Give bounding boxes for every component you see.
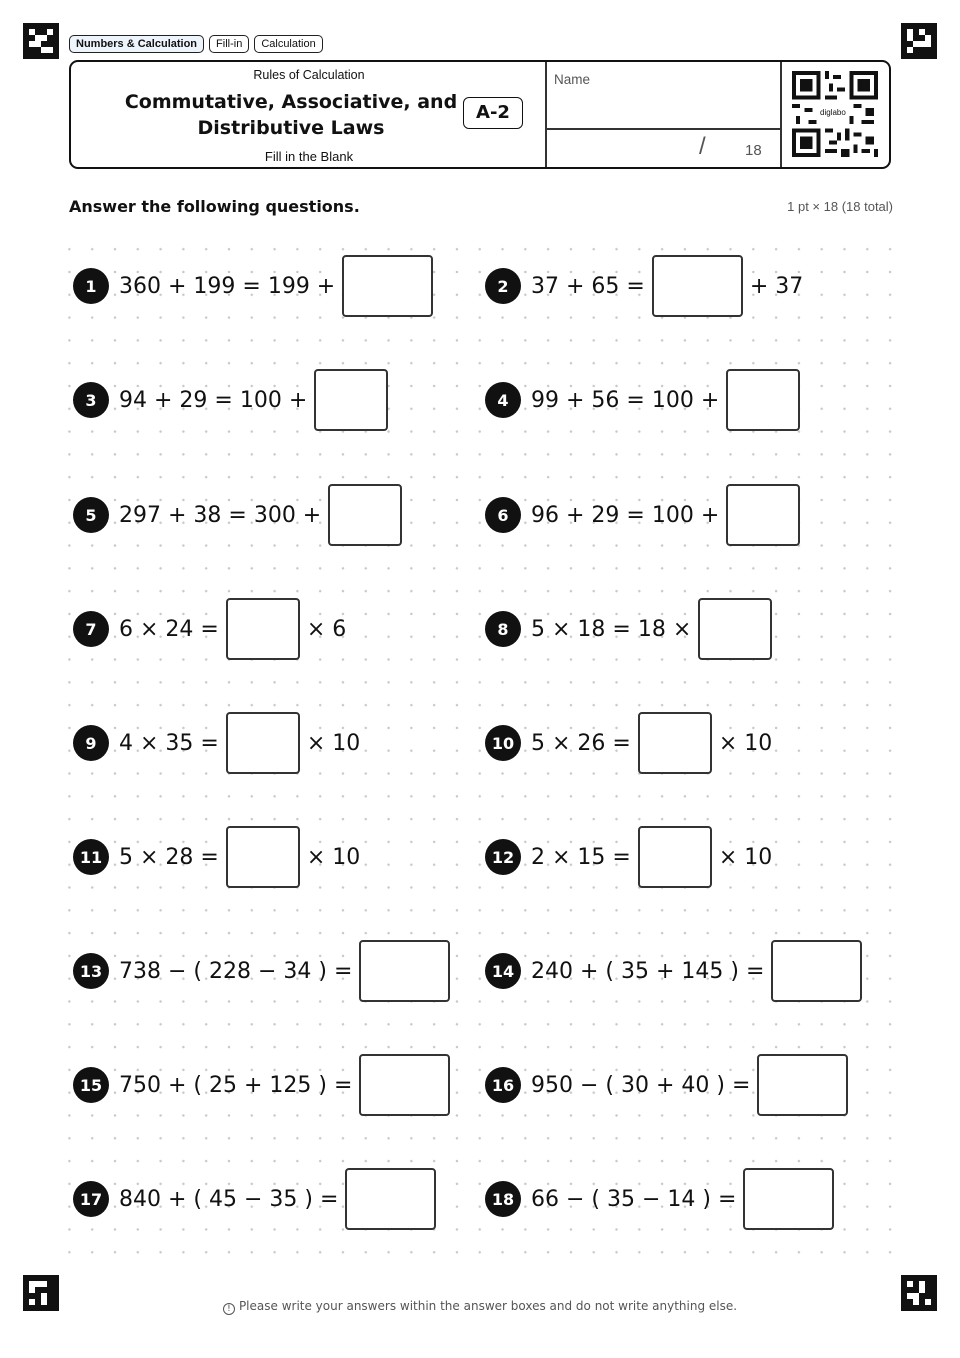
answer-box[interactable] (771, 940, 862, 1002)
question-expression: 950 − ( 30 + 40 ) = (531, 1072, 751, 1098)
answer-box[interactable] (638, 826, 712, 888)
answer-box[interactable] (342, 255, 433, 317)
divider (545, 128, 781, 130)
tag-list (69, 35, 323, 53)
question-item (485, 255, 803, 317)
question-number: 9 (73, 725, 109, 761)
answer-box[interactable] (345, 1168, 436, 1230)
question-number: 7 (73, 611, 109, 647)
question-expression-tail: × 10 (718, 844, 773, 870)
question-expression: 2 × 15 = (531, 844, 631, 870)
question-expression: 6 × 24 = (119, 616, 219, 642)
question-expression: 94 + 29 = 100 + (119, 387, 308, 413)
question-item (485, 940, 869, 1002)
question-item (73, 1054, 457, 1116)
answer-box[interactable] (314, 369, 388, 431)
question-item (73, 1168, 443, 1230)
question-expression: 360 + 199 = 199 + (119, 273, 336, 299)
title-line-1: Commutative, Associative, and (124, 91, 458, 113)
question-expression: 37 + 65 = (531, 273, 645, 299)
question-item (485, 826, 772, 888)
question-item (485, 484, 807, 546)
question-item (73, 712, 360, 774)
question-number: 14 (485, 953, 521, 989)
footer-note (0, 1299, 960, 1315)
question-expression: 66 − ( 35 − 14 ) = (531, 1186, 737, 1212)
question-item (73, 598, 346, 660)
answer-box[interactable] (226, 712, 300, 774)
tag-format: Fill-in (209, 35, 249, 53)
worksheet-title (91, 89, 491, 141)
name-field-label: Name (554, 72, 591, 87)
question-number: 17 (73, 1181, 109, 1217)
question-item (485, 369, 807, 431)
question-number: 18 (485, 1181, 521, 1217)
question-item (73, 369, 395, 431)
question-expression: 297 + 38 = 300 + (119, 502, 322, 528)
question-number: 13 (73, 953, 109, 989)
question-expression: 738 − ( 228 − 34 ) = (119, 958, 353, 984)
question-number: 3 (73, 382, 109, 418)
question-item (485, 1054, 855, 1116)
answer-box[interactable] (226, 598, 300, 660)
question-number: 8 (485, 611, 521, 647)
footer-text: Please write your answers within the answer boxes and do not write anything else. (238, 1299, 738, 1313)
question-expression-tail: + 37 (749, 273, 804, 299)
score-slash: / (699, 133, 706, 160)
points-info: 1 pt × 18 (18 total) (787, 199, 893, 214)
question-expression: 96 + 29 = 100 + (531, 502, 720, 528)
tag-category: Numbers & Calculation (69, 35, 204, 53)
instructions: Answer the following questions. (69, 197, 360, 216)
question-number: 11 (73, 839, 109, 875)
question-item (73, 940, 457, 1002)
question-expression: 840 + ( 45 − 35 ) = (119, 1186, 339, 1212)
question-number: 6 (485, 497, 521, 533)
tag-type: Calculation (254, 35, 322, 53)
answer-box[interactable] (757, 1054, 848, 1116)
answer-box[interactable] (638, 712, 712, 774)
question-expression-tail: × 6 (306, 616, 347, 642)
question-expression-tail: × 10 (718, 730, 773, 756)
answer-box[interactable] (726, 369, 800, 431)
question-expression-tail: × 10 (306, 844, 361, 870)
answer-box[interactable] (226, 826, 300, 888)
question-item (73, 826, 360, 888)
corner-marker-top-left (23, 23, 59, 59)
corner-marker-top-right (901, 23, 937, 59)
worksheet-code-badge: A-2 (463, 97, 523, 129)
answer-box[interactable] (359, 940, 450, 1002)
question-expression: 5 × 28 = (119, 844, 219, 870)
title-line-2: Distributive Laws (197, 117, 385, 139)
question-item (73, 484, 409, 546)
question-number: 16 (485, 1067, 521, 1103)
divider (545, 62, 547, 167)
question-expression: 750 + ( 25 + 125 ) = (119, 1072, 353, 1098)
question-number: 2 (485, 268, 521, 304)
qr-brand-label: diglabo (820, 108, 846, 117)
answer-box[interactable] (652, 255, 743, 317)
answer-box[interactable] (698, 598, 772, 660)
question-expression: 5 × 18 = 18 × (531, 616, 692, 642)
worksheet-mode: Fill in the Blank (264, 149, 354, 164)
question-expression: 99 + 56 = 100 + (531, 387, 720, 413)
question-expression: 240 + ( 35 + 145 ) = (531, 958, 765, 984)
question-number: 10 (485, 725, 521, 761)
question-number: 1 (73, 268, 109, 304)
question-number: 12 (485, 839, 521, 875)
question-number: 4 (485, 382, 521, 418)
worksheet-subtitle: Rules of Calculation (253, 68, 365, 82)
question-number: 15 (73, 1067, 109, 1103)
answer-box[interactable] (328, 484, 402, 546)
question-expression: 4 × 35 = (119, 730, 219, 756)
question-number: 5 (73, 497, 109, 533)
worksheet-header (69, 60, 891, 169)
answer-box[interactable] (359, 1054, 450, 1116)
question-item (485, 1168, 841, 1230)
question-item (485, 598, 779, 660)
question-expression: 5 × 26 = (531, 730, 631, 756)
answer-box[interactable] (726, 484, 800, 546)
divider (780, 62, 782, 167)
answer-box[interactable] (743, 1168, 834, 1230)
question-item (485, 712, 772, 774)
question-expression-tail: × 10 (306, 730, 361, 756)
question-item (73, 255, 440, 317)
score-total: 18 (745, 142, 762, 159)
info-icon: ! (223, 1303, 235, 1315)
qr-code-icon (792, 71, 878, 157)
